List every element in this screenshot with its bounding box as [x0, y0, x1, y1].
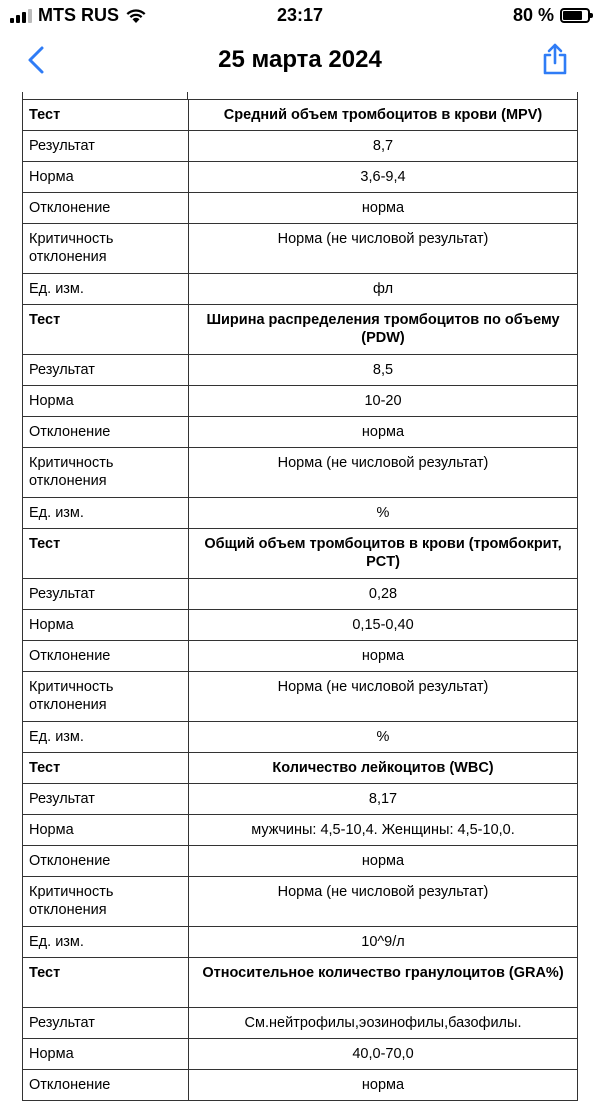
- field-label-cell: Норма: [23, 610, 189, 641]
- field-value-cell: 8,17: [189, 784, 578, 815]
- field-value-cell: норма: [189, 846, 578, 877]
- table-row: [23, 579, 578, 610]
- field-label-cell: Результат: [23, 1008, 189, 1039]
- field-label-cell: Критичность отклонения: [23, 224, 189, 274]
- field-value-cell: Норма (не числовой результат): [189, 224, 578, 274]
- field-value-cell: норма: [189, 641, 578, 672]
- test-label-cell: Тест: [23, 753, 189, 784]
- field-label-cell: Критичность отклонения: [23, 672, 189, 722]
- test-name-cell: Ширина распределения тромбоцитов по объему (PDW): [189, 305, 578, 355]
- table-row: [23, 722, 578, 753]
- results-table: [22, 99, 578, 1101]
- field-value-cell: 0,15-0,40: [189, 610, 578, 641]
- table-row: [23, 877, 578, 927]
- field-label-cell: Результат: [23, 579, 189, 610]
- field-value-cell: норма: [189, 417, 578, 448]
- field-value-cell: норма: [189, 1070, 578, 1101]
- test-name-cell: Средний объем тромбоцитов в крови (MPV): [189, 100, 578, 131]
- test-header-row: [23, 753, 578, 784]
- test-name-cell: Количество лейкоцитов (WBC): [189, 753, 578, 784]
- table-row: [23, 784, 578, 815]
- test-header-row: [23, 958, 578, 1008]
- field-value-cell: %: [189, 498, 578, 529]
- field-value-cell: фл: [189, 274, 578, 305]
- field-value-cell: 8,7: [189, 131, 578, 162]
- field-value-cell: 10^9/л: [189, 927, 578, 958]
- field-label-cell: Отклонение: [23, 846, 189, 877]
- field-value-cell: норма: [189, 193, 578, 224]
- field-value-cell: Норма (не числовой результат): [189, 672, 578, 722]
- page-title: 25 марта 2024: [218, 46, 382, 73]
- field-value-cell: 40,0-70,0: [189, 1039, 578, 1070]
- field-value-cell: 8,5: [189, 355, 578, 386]
- table-row: [23, 1039, 578, 1070]
- field-label-cell: Отклонение: [23, 1070, 189, 1101]
- table-row: [23, 417, 578, 448]
- field-label-cell: Результат: [23, 355, 189, 386]
- field-label-cell: Результат: [23, 784, 189, 815]
- table-row: [23, 162, 578, 193]
- field-value-cell: Норма (не числовой результат): [189, 877, 578, 927]
- field-value-cell: См.нейтрофилы,эозинофилы,базофилы.: [189, 1008, 578, 1039]
- status-bar: [0, 0, 600, 32]
- table-row: [23, 815, 578, 846]
- table-row: [23, 224, 578, 274]
- table-row: [23, 355, 578, 386]
- field-label-cell: Результат: [23, 131, 189, 162]
- test-label-cell: Тест: [23, 958, 189, 1008]
- table-row: [23, 193, 578, 224]
- test-label-cell: Тест: [23, 305, 189, 355]
- status-time: 23:17: [276, 5, 324, 25]
- table-row: [23, 641, 578, 672]
- field-value-cell: 0,28: [189, 579, 578, 610]
- table-row: [23, 131, 578, 162]
- field-label-cell: Норма: [23, 162, 189, 193]
- test-header-row: [23, 529, 578, 579]
- table-row: [23, 1070, 578, 1101]
- field-value-cell: %: [189, 722, 578, 753]
- table-row: [23, 498, 578, 529]
- table-row: [23, 274, 578, 305]
- status-right: [513, 5, 590, 26]
- field-label-cell: Норма: [23, 386, 189, 417]
- table-row: [23, 927, 578, 958]
- field-label-cell: Ед. изм.: [23, 498, 189, 529]
- share-icon[interactable]: [540, 42, 570, 76]
- table-row: [23, 846, 578, 877]
- table-row: [23, 448, 578, 498]
- results-scroll-area[interactable]: [0, 92, 600, 1093]
- table-row: [23, 1008, 578, 1039]
- field-label-cell: Норма: [23, 815, 189, 846]
- field-label-cell: Норма: [23, 1039, 189, 1070]
- test-label-cell: Тест: [23, 100, 189, 131]
- field-label-cell: Отклонение: [23, 417, 189, 448]
- field-label-cell: Критичность отклонения: [23, 877, 189, 927]
- table-row: [23, 672, 578, 722]
- battery-icon: [560, 8, 590, 23]
- table-row: [23, 610, 578, 641]
- field-label-cell: Ед. изм.: [23, 274, 189, 305]
- field-value-cell: Норма (не числовой результат): [189, 448, 578, 498]
- field-label-cell: Критичность отклонения: [23, 448, 189, 498]
- field-value-cell: 3,6-9,4: [189, 162, 578, 193]
- table-row: [23, 386, 578, 417]
- field-label-cell: Ед. изм.: [23, 722, 189, 753]
- navigation-bar: [0, 36, 600, 86]
- field-value-cell: мужчины: 4,5-10,4. Женщины: 4,5-10,0.: [189, 815, 578, 846]
- battery-percent: 80 %: [512, 5, 554, 25]
- test-header-row: [23, 100, 578, 131]
- test-label-cell: Тест: [23, 529, 189, 579]
- field-label-cell: Отклонение: [23, 193, 189, 224]
- test-header-row: [23, 305, 578, 355]
- test-name-cell: Относительное количество гранулоцитов (GRA%): [189, 958, 578, 1008]
- field-value-cell: 10-20: [189, 386, 578, 417]
- battery-fill: [563, 11, 582, 20]
- carrier-name: MTS RUS: [38, 5, 119, 25]
- field-label-cell: Отклонение: [23, 641, 189, 672]
- test-name-cell: Общий объем тромбоцитов в крови (тромбокрит, PCT): [189, 529, 578, 579]
- field-label-cell: Ед. изм.: [23, 927, 189, 958]
